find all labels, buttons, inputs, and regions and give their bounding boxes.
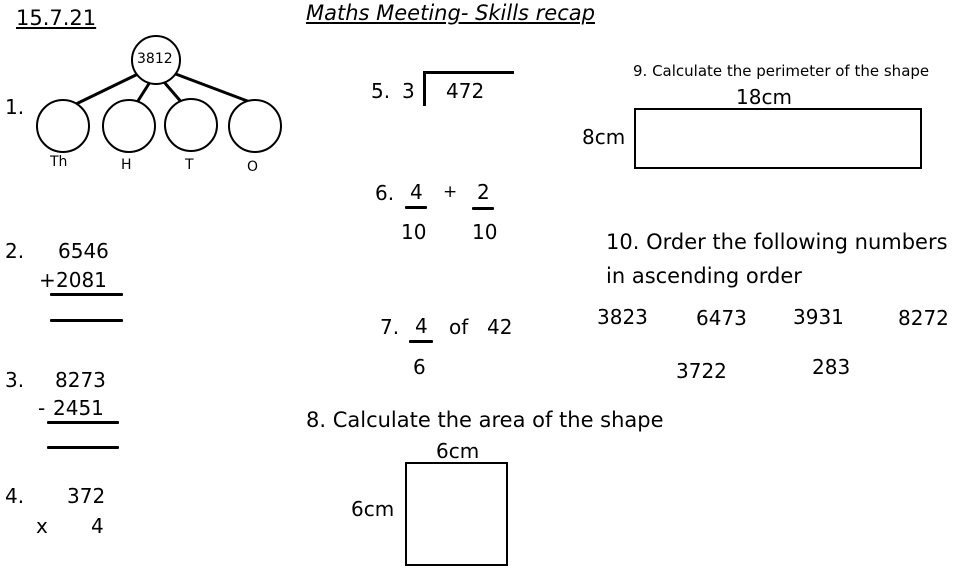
q2-number: 2. xyxy=(5,239,25,263)
q7-number: 7. xyxy=(380,315,400,339)
q6-denominator-2: 10 xyxy=(472,220,498,244)
label-o: O xyxy=(247,159,259,175)
q4-bottom: 4 xyxy=(91,514,104,538)
q2-top: 6546 xyxy=(58,239,109,263)
q8-top-label: 6cm xyxy=(436,439,480,463)
q3-number: 3. xyxy=(5,368,25,392)
q10-number-3: 3931 xyxy=(793,305,844,329)
label-t: T xyxy=(185,157,194,173)
q10-number-1: 3823 xyxy=(597,305,648,329)
q5-dividend: 472 xyxy=(446,79,485,103)
q6-denominator-1: 10 xyxy=(401,220,427,244)
rectangle-shape xyxy=(634,108,922,169)
q4-op: x xyxy=(36,514,48,538)
q3-bottom: 2451 xyxy=(53,396,104,420)
q9-top-label: 18cm xyxy=(736,85,792,109)
q10-question-line1: 10. Order the following numbers xyxy=(606,230,948,254)
q6-op: + xyxy=(443,182,458,202)
q3-answer-line-bottom xyxy=(47,446,119,449)
q4-top: 372 xyxy=(67,484,106,508)
q7-fraction-bar xyxy=(409,340,433,343)
q10-question-line2: in ascending order xyxy=(606,264,802,288)
q6-fraction-bar-2 xyxy=(472,207,494,210)
circle-th xyxy=(37,100,89,152)
branch-o xyxy=(173,73,250,102)
q10-number-5: 3722 xyxy=(676,359,727,383)
q7-numerator: 4 xyxy=(415,314,428,338)
q6-numerator-1: 4 xyxy=(410,180,423,204)
q6-numerator-2: 2 xyxy=(477,180,490,204)
q3-answer-line-top xyxy=(47,421,119,424)
q5-number: 5. xyxy=(371,79,391,103)
q1-value: 3812 xyxy=(137,51,173,67)
label-th: Th xyxy=(50,154,68,170)
q4-number: 4. xyxy=(5,484,25,508)
q10-number-2: 6473 xyxy=(696,306,747,330)
q10-number-4: 8272 xyxy=(898,306,949,330)
date: 15.7.21 xyxy=(16,6,97,30)
q7-value: 42 xyxy=(487,315,513,339)
q1-number: 1. xyxy=(5,95,25,119)
circle-h xyxy=(103,100,155,152)
q3-op: - xyxy=(38,396,46,420)
label-h: H xyxy=(121,157,132,173)
square-shape xyxy=(405,462,508,566)
circle-t xyxy=(165,99,217,151)
q8-side-label: 6cm xyxy=(351,497,395,521)
q6-number: 6. xyxy=(375,181,395,205)
q9-question: 9. Calculate the perimeter of the shape xyxy=(633,62,930,80)
q7-denominator: 6 xyxy=(413,355,426,379)
q2-answer-line-top xyxy=(50,293,123,296)
q9-side-label: 8cm xyxy=(582,125,626,149)
q2-bottom: 2081 xyxy=(56,268,107,292)
page-title: Maths Meeting- Skills recap xyxy=(306,1,595,25)
q10-number-6: 283 xyxy=(812,355,851,379)
q7-of: of xyxy=(449,315,469,339)
circle-o xyxy=(229,100,281,152)
q6-fraction-bar-1 xyxy=(405,206,427,209)
q3-top: 8273 xyxy=(55,368,106,392)
q2-answer-line-bottom xyxy=(50,319,123,322)
q2-op: + xyxy=(39,268,56,292)
q8-question: 8. Calculate the area of the shape xyxy=(306,408,664,432)
q5-divisor: 3 xyxy=(402,79,415,103)
